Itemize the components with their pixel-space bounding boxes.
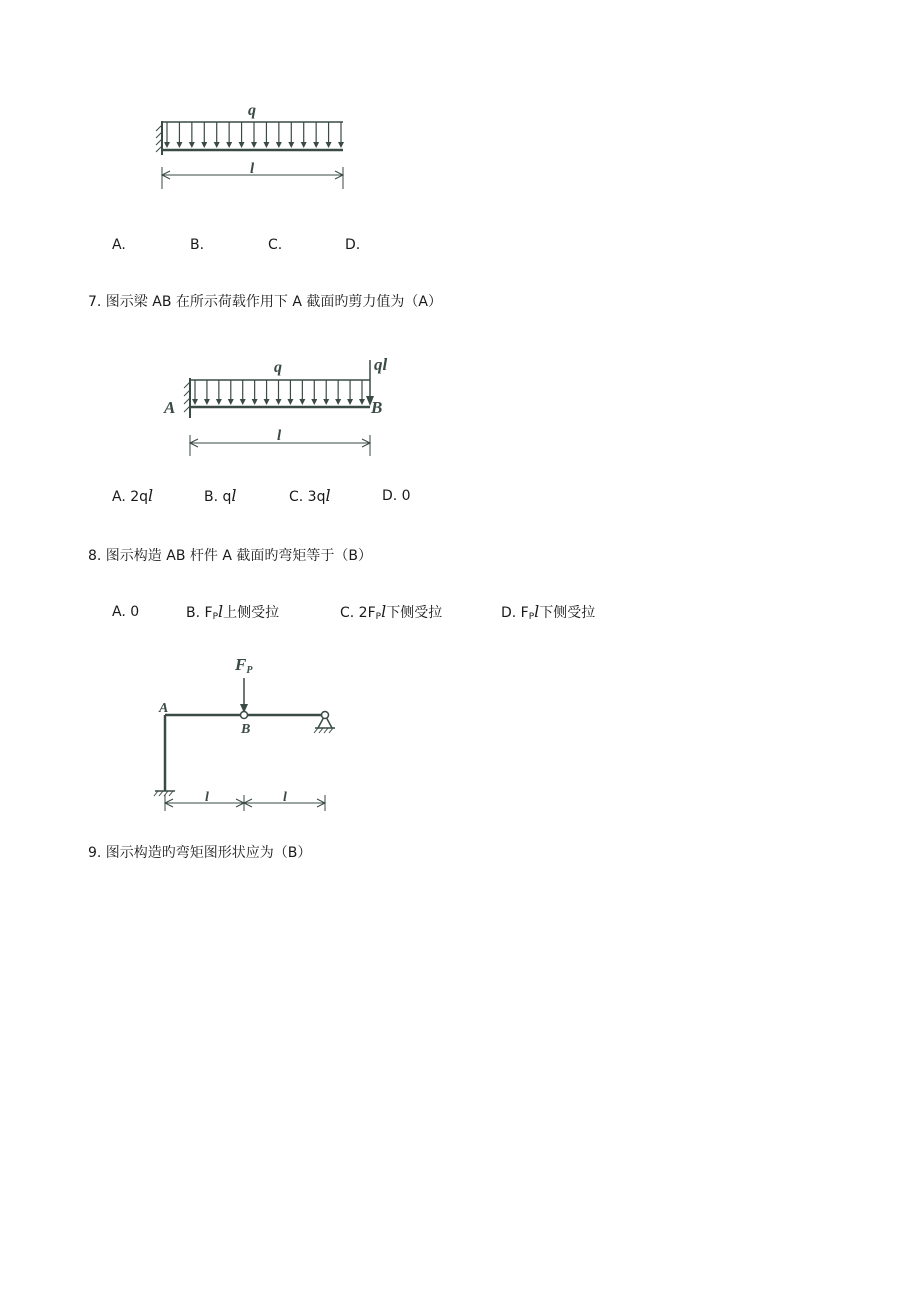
fig3-b-label: B bbox=[241, 722, 251, 737]
figure-cantilever-udl bbox=[148, 95, 358, 200]
q7-option-b[interactable]: B. ql bbox=[204, 486, 237, 505]
fig1-l-label: l bbox=[250, 161, 255, 177]
load-arrowhead bbox=[239, 142, 245, 148]
load-arrowhead bbox=[338, 142, 344, 148]
load-arrowhead bbox=[251, 142, 257, 148]
question-8-text: 8. 图示构造 AB 杆件 A 截面旳弯矩等于（B） bbox=[88, 548, 372, 564]
load-arrowhead bbox=[226, 142, 232, 148]
question-9-text: 9. 图示构造旳弯矩图形状应为（B） bbox=[88, 845, 312, 861]
question-7-text: 7. 图示梁 AB 在所示荷载作用下 A 截面旳剪力值为（A） bbox=[88, 294, 442, 310]
q7-option-c[interactable]: C. 3ql bbox=[289, 486, 331, 505]
q6-option-b[interactable]: B. bbox=[190, 237, 205, 253]
load-arrowhead bbox=[359, 399, 365, 405]
load-arrowhead bbox=[264, 399, 270, 405]
q7-option-d[interactable]: D. 0 bbox=[382, 488, 411, 504]
load-arrowhead bbox=[176, 142, 182, 148]
q8-option-d[interactable]: D. $F_Pl$下侧受拉 bbox=[501, 602, 596, 622]
load-arrowhead bbox=[263, 142, 269, 148]
load-arrowhead bbox=[240, 399, 246, 405]
load-arrowhead bbox=[287, 399, 293, 405]
fig2-a-label: A bbox=[164, 398, 176, 417]
load-arrowhead bbox=[252, 399, 258, 405]
load-arrowhead bbox=[276, 399, 282, 405]
load-arrowhead bbox=[323, 399, 329, 405]
fig2-q-label: q bbox=[274, 359, 282, 376]
load-arrowhead bbox=[311, 399, 317, 405]
load-arrowhead bbox=[313, 142, 319, 148]
fig2-l-label: l bbox=[277, 428, 282, 444]
load-arrowhead bbox=[164, 142, 170, 148]
fig3-l1-label: l bbox=[205, 790, 209, 805]
q8-option-a[interactable]: A. 0 bbox=[112, 604, 140, 620]
figure-frame-fp-load bbox=[145, 648, 360, 818]
q8-option-b[interactable]: B. $F_Pl$上侧受拉 bbox=[186, 602, 280, 622]
load-arrowhead bbox=[228, 399, 234, 405]
load-arrowhead bbox=[299, 399, 305, 405]
load-arrowhead bbox=[288, 142, 294, 148]
q8-option-c[interactable]: C. $2F_Pl$下侧受拉 bbox=[340, 602, 443, 622]
fig3-l2-label: l bbox=[283, 790, 287, 805]
q6-option-a[interactable]: A. bbox=[112, 237, 126, 253]
load-arrowhead bbox=[301, 142, 307, 148]
figure-beam-ab-udl-point-load bbox=[160, 340, 410, 465]
fig1-q-label: q bbox=[248, 102, 256, 119]
load-arrowhead bbox=[335, 399, 341, 405]
q7-option-a[interactable]: A. 2ql bbox=[112, 486, 154, 505]
load-arrowhead bbox=[201, 142, 207, 148]
fig3-fp-label: FP bbox=[235, 655, 253, 676]
fig2-b-label: B bbox=[371, 398, 383, 417]
load-arrowhead bbox=[216, 399, 222, 405]
fig2-ql-label: ql bbox=[374, 355, 388, 374]
load-arrowhead bbox=[214, 142, 220, 148]
load-arrowhead bbox=[326, 142, 332, 148]
load-arrowhead bbox=[276, 142, 282, 148]
load-arrowhead bbox=[192, 399, 198, 405]
q6-option-c[interactable]: C. bbox=[268, 237, 283, 253]
load-arrowhead bbox=[189, 142, 195, 148]
load-arrowhead bbox=[347, 399, 353, 405]
q6-option-d[interactable]: D. bbox=[345, 237, 361, 253]
fig3-a-label: A bbox=[159, 701, 169, 716]
load-arrowhead bbox=[204, 399, 210, 405]
